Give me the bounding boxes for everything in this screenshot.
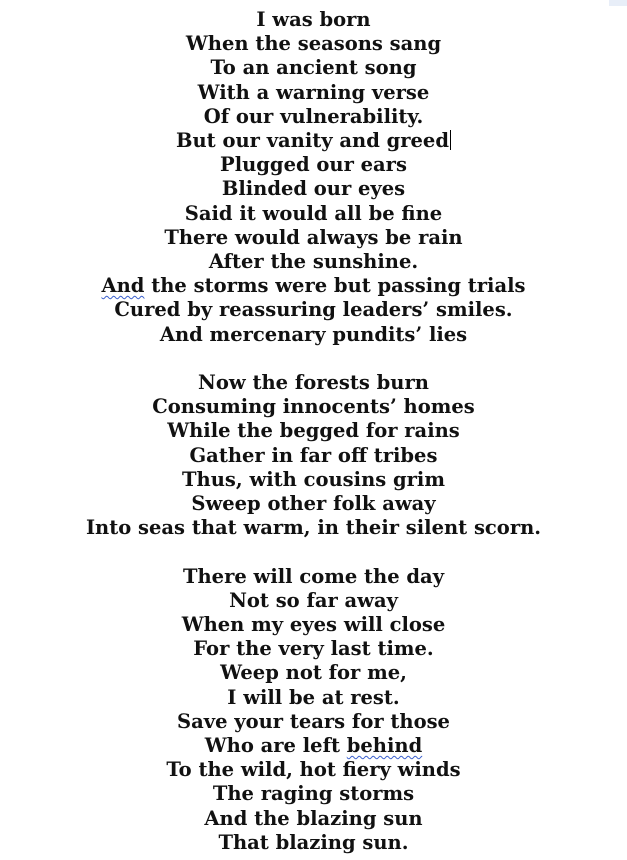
poem-line: And mercenary pundits’ lies — [159, 322, 468, 346]
poem-body[interactable] — [0, 8, 627, 855]
poem-line — [0, 274, 627, 298]
stanza-3 — [0, 565, 627, 855]
poem-line-text: Who are left — [204, 734, 347, 758]
poem-line-text: the storms were but passing trials — [144, 274, 526, 298]
poem-line: Cured by reassuring leaders’ smiles. — [114, 298, 513, 322]
poem-line: Thus, with cousins grim — [182, 467, 445, 491]
poem-line: With a warning verse — [197, 80, 430, 104]
spelling-flagged-word[interactable]: behind — [346, 734, 423, 758]
poem-line: While the begged for rains — [167, 419, 460, 443]
poem-line: Save your tears for those — [177, 709, 450, 733]
poem-line: Not so far away — [229, 588, 398, 612]
poem-line: I was born — [256, 8, 371, 31]
poem-line-with-cursor — [0, 129, 627, 153]
poem-line: I will be at rest. — [227, 685, 400, 709]
poem-line: That blazing sun. — [218, 830, 409, 854]
poem-line: When the seasons sang — [185, 32, 442, 56]
poem-line: When my eyes will close — [181, 613, 446, 637]
poem-line: After the sunshine. — [208, 250, 419, 274]
poem-line: To an ancient song — [210, 56, 417, 80]
poem-line: Said it would all be fine — [184, 201, 443, 225]
poem-line: For the very last time. — [193, 637, 434, 661]
poem-line: And the blazing sun — [204, 806, 423, 830]
poem-line: Weep not for me, — [220, 661, 407, 685]
poem-line: The raging storms — [212, 782, 415, 806]
poem-line: To the wild, hot fiery winds — [166, 758, 461, 782]
window-corner-fragment — [609, 0, 627, 6]
poem-line: Into seas that warm, in their silent scorn. — [85, 516, 542, 540]
poem-line: Now the forests burn — [198, 371, 429, 395]
poem-line: Gather in far off tribes — [189, 443, 438, 467]
poem-line: Of our vulnerability. — [203, 104, 424, 128]
poem-line-text: But our vanity and greed — [176, 129, 449, 153]
poem-line: Sweep other folk away — [191, 492, 436, 516]
poem-line: Plugged our ears — [220, 153, 407, 177]
poem-line: There will come the day — [182, 564, 445, 588]
poem-line: There would always be rain — [164, 225, 463, 249]
stanza-2 — [0, 371, 627, 540]
poem-line: Consuming innocents’ homes — [152, 395, 475, 419]
stanza-1 — [0, 8, 627, 347]
text-cursor — [450, 130, 451, 150]
grammar-flagged-word[interactable]: And — [101, 274, 145, 298]
poem-line: Blinded our eyes — [221, 177, 406, 201]
poem-line — [0, 734, 627, 758]
